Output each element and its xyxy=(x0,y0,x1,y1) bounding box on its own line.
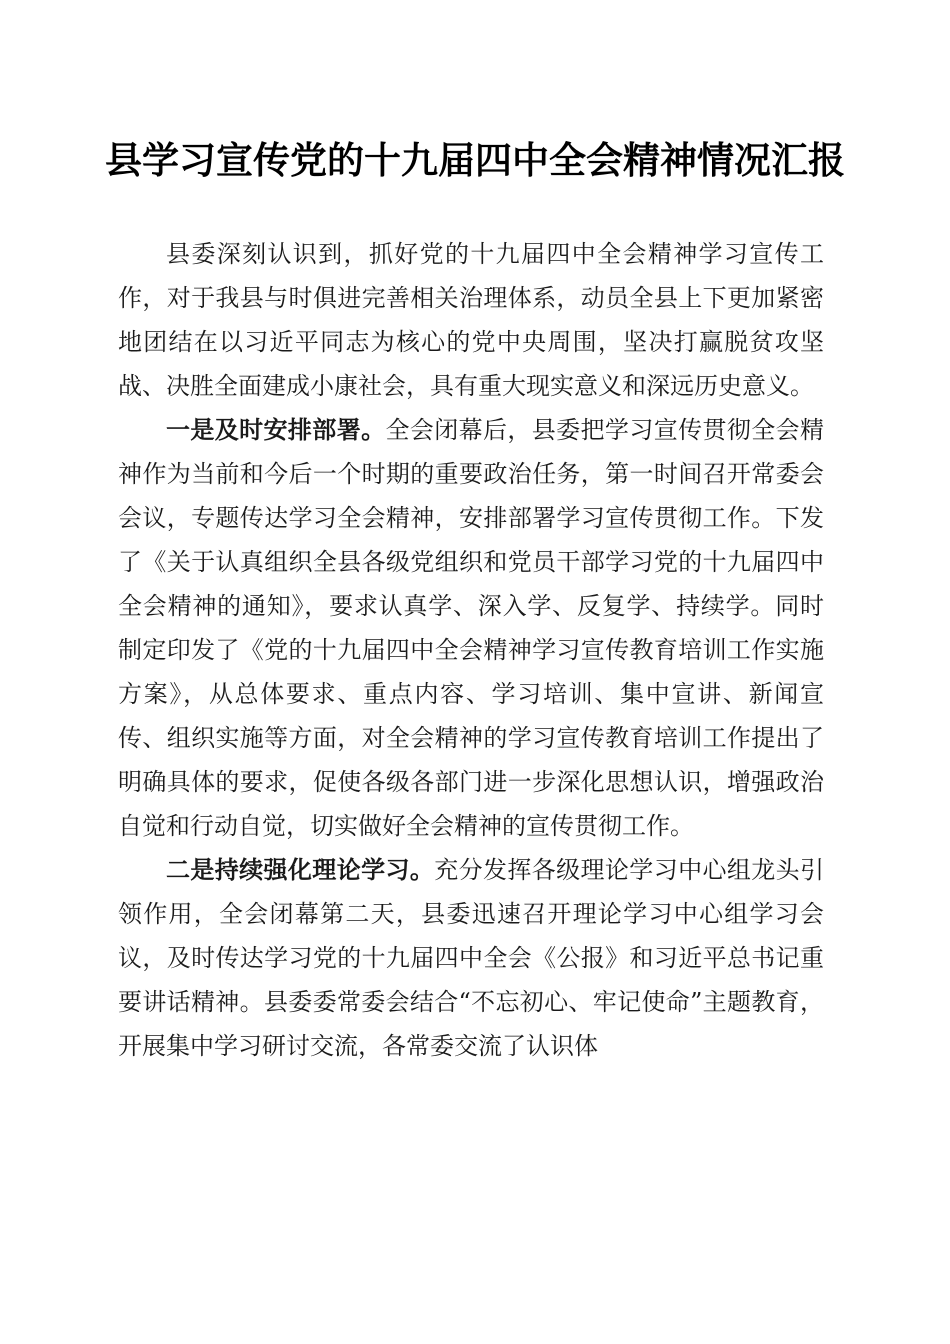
paragraph-text: 充分发挥各级理论学习中心组龙头引领作用，全会闭幕第二天，县委迅速召开理论学习中心组学习会议，及时传达学习党的十九届四中全会《公报》和习近平总书记重要讲话精神。县委委常委会结合“不忘初心、牢记使命”主题教育，开展集中学习研讨交流，各常委交流了认识体 xyxy=(118,856,825,1060)
paragraph-text: 县委深刻认识到，抓好党的十九届四中全会精神学习宣传工作，对于我县与时俱进完善相关治理体系，动员全县上下更加紧密地团结在以习近平同志为核心的党中央周围，坚决打赢脱贫攻坚战、决胜全面建成小康社会，具有重大现实意义和深远历史意义。 xyxy=(118,240,824,400)
document-body xyxy=(118,232,824,1068)
paragraph-lead: 一是及时安排部署。 xyxy=(166,415,386,444)
paragraph-lead: 二是持续强化理论学习。 xyxy=(166,855,435,884)
paragraph-intro xyxy=(118,232,824,408)
paragraph-theory-study xyxy=(118,848,824,1068)
document-title: 县学习宣传党的十九届四中全会精神情况汇报 xyxy=(105,138,845,182)
paragraph-text: 全会闭幕后，县委把学习宣传贯彻全会精神作为当前和今后一个时期的重要政治任务，第一时间召开常委会会议，专题传达学习全会精神，安排部署学习宣传贯彻工作。下发了《关于认真组织全县各级党组织和党员干部学习党的十九届四中全会精神的通知》，要求认真学、深入学、反复学、持续学。同时制定印发了《党的十九届四中全会精神学习宣传教育培训工作实施方案》，从总体要求、重点内容、学习培训、集中宣讲、新闻宣传、组织实施等方面，对全会精神的学习宣传教育培训工作提出了明确具体的要求，促使各级各部门进一步深化思想认识，增强政治自觉和行动自觉，切实做好全会精神的宣传贯彻工作。 xyxy=(118,416,825,840)
paragraph-deployment xyxy=(118,408,824,848)
